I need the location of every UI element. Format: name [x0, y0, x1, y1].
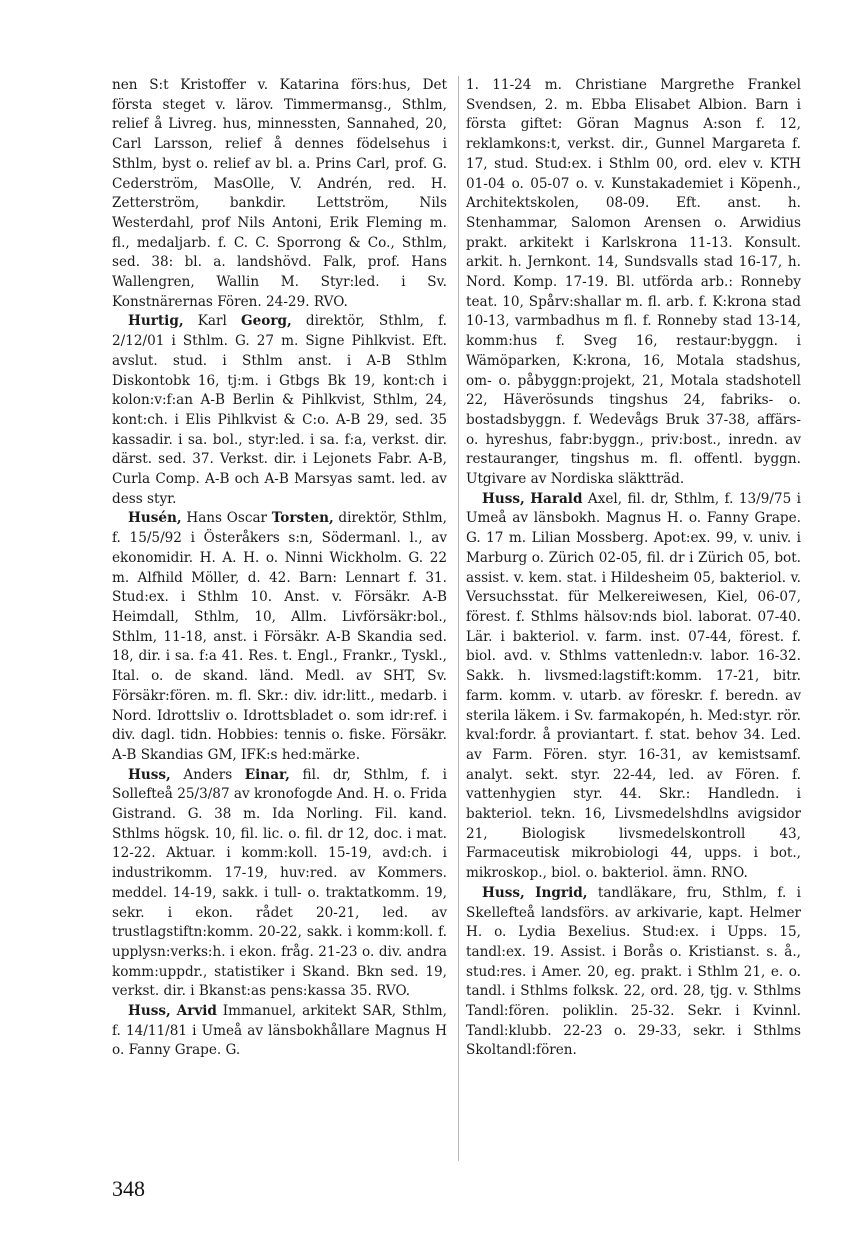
entry-given-names: Karl — [183, 313, 242, 330]
entry-continuation — [466, 76, 801, 490]
entry-given-names — [525, 885, 535, 901]
entry-text: fil. dr, Sthlm, f. i Sollefteå 25/3/87 av kronofogde And. H. o. Frida Gistrand. G. 38 m. Ida Norling. Fil. kand. Sthlms högsk. 10, fil. lic. o. fil. dr 12, doc. i mat. 12-22. Aktuar. i komm:koll. 15-19, avd:ch. i industrikomm. 17-19, huv:red. av Kommers. meddel. 14-19, sakk. i tull- o. traktatkomm. 19, sekr. i ekon. rådet 20-21, led. av trustlagstiftn:komm. 20-22, sakk. i komm:koll. f. upplysn:verks:h. i ekon. fråg. 21-23 o. div. andra komm:uppdr., statistiker i Skand. Bkn sed. 19, verkst. dir. i Bkanst:as pens:kassa 35. RVO. — [112, 766, 447, 1000]
entry-surname: Huss, — [482, 884, 525, 901]
entry-surname: Hurtig, — [128, 313, 184, 330]
entry-huss-ingrid — [466, 884, 801, 1061]
entry-calling-name: Georg, — [241, 313, 292, 330]
entry-calling-name: Arvid — [176, 1003, 217, 1020]
entry-surname: Huss, — [128, 1003, 171, 1020]
entry-calling-name: Harald — [530, 490, 583, 507]
entry-surname: Husén, — [128, 510, 182, 527]
entry-given-names: Hans Oscar — [181, 510, 272, 527]
entry-text: nen S:t Kristoffer v. Katarina försːhus, Det första steget v. lärov. Timmermansg., Sthlm, relief å Livreg. hus, minnessten, Sannahed, 20, Carl Larsson, relief å dennes födelsehus i Sthlm, byst o. relief av bl. a. Prins Carl, prof. G. Cederström, MasOlle, V. Andrén, red. H. Zetterström, bankdir. Lettström, Nils Westerdahl, prof Nils Antoni, Erik Fleming m. fl., medaljarb. f. C. C. Sporrong & Co., Sthlm, sed. 38: bl. a. landshövd. Falk, prof. Hans Wallengren, Wallin M. Styr:led. i Sv. Konstnärernas Fören. 24-29. RVO. — [112, 77, 447, 310]
entry-surname: Huss, — [482, 490, 525, 507]
entry-text: Axel, fil. dr, Sthlm, f. 13/9/75 i Umeå av länsbokh. Magnus H. o. Fanny Grape. G. 17 m. Lilian Mossberg. Apot:ex. 99, v. univ. i Marburg o. Zürich 02-05, fil. dr i Zürich 05, bot. assist. v. kem. stat. i Hildesheim 05, bakteriol. v. Versuchsstat. für Melkereiwesen, Kiel, 06-07, förest. f. Sthlms hälsov:nds biol. laborat. 07-40. Lär. i bakteriol. v. farm. inst. 07-44, förest. f. biol. avd. v. Sthlms vattenledn:v. labor. 16-32. Sakk. h. livsmed:lagstift:komm. 17-21, bitr. farm. komm. v. utarb. av föreskr. f. beredn. av sterila läkem. i Sv. farmakopén, h. Med:styr. rör. kval:fordr. å proviantart. f. stat. behov 34. Led. av Farm. Fören. styr. 16-31, av kemistsamf. analyt. sekt. styr. 22-44, led. av Fören. f. vattenhygien styr. 44. Skr.: Handledn. i bakteriol. tekn. 16, Livsmedelshdlns avigsidor 21, Biologisk livsmedelskontroll 43, Farmaceutisk mikrobiologi 44, upps. i bot., mikroskop., biol. o. bakteriol. ämn. RNO. — [466, 490, 801, 882]
entry-text: 1. 11-24 m. Christiane Margrethe Frankel Svendsen, 2. m. Ebba Elisabet Albion. Barn i första giftet: Göran Magnus A:son f. 12, reklamkons:t, verkst. dir., Gunnel Margareta f. 17, stud. Stud:ex. i Sthlm 00, ord. elev v. KTH 01-04 o. 05-07 o. v. Kunstakademiet i Köpenh., Architektskolen, 08-09. Eft. anst. h. Stenhammar, Salomon Arensen o. Arwidius prakt. arkitekt i Karlskrona 11-13. Konsult. arkit. h. Jernkont. 14, Sundsvalls stad 16-17, h. Nord. Komp. 17-19. Bl. utförda arb.: Ronneby teat. 10, Spårv:shallar m. fl. arb. f. K:krona stad 10-13, varmbadhus m fl. f. Ronneby stad 13-14, komm:hus f. Sveg 16, restaur:byggn. i Wämöparken, K:krona, 16, Motala stadshus, om- o. påbyggn:projekt, 21, Motala stadshotell 22, Häverösunds tingshus 24, fabriks- o. bostadsbyggn. f. Wedevågs Bruk 37-38, affärs- o. hyreshus, fabr:byggn., priv:bost., inredn. av restauranger, tingshus m. fl. offentl. byggn. Utgivare av Nordiska släktträd. — [466, 77, 801, 488]
column-divider — [458, 76, 459, 1161]
entry-text: direktör, Sthlm, f. 15/5/92 i Österåkers s:n, Södermanl. l., av ekonomidir. H. A. H. o. Ninni Wickholm. G. 22 m. Alfhild Möller, d. 42. Barn: Lennart f. 31. Stud:ex. i Sthlm 10. Anst. v. Försäkr. A-B Heimdall, Sthlm, 10, Allm. Livförsäkr:bol., Sthlm, 11-18, anst. i Försäkr. A-B Skandia sed. 18, dir. i sa. f:a 41. Res. t. Engl., Frankr., Tyskl., Ital. o. de skand. länd. Medl. av SHT, Sv. Försäkr:fören. m. fl. Skr.: div. idr:litt., medarb. i Nord. Idrottsliv o. Idrottsbladet o. som idr:ref. i div. dagl. tidn. Hobbies: tennis o. fiske. Försäkr. A-B Skandias GM, IFK:s hed:märke. — [112, 510, 447, 763]
entry-hurtig-georg — [112, 312, 447, 509]
entry-text: direktör, Sthlm, f. 2/12/01 i Sthlm. G. 27 m. Signe Pihlkvist. Eft. avslut. stud. i Sthlm anst. i A-B Sthlm Diskontobk 16, tj:m. i Gtbgs Bk 19, kont:ch i kolon:v:f:an A-B Berlin & Pihlkvist, Sthlm, 24, kont:ch. i Elis Pihlkvist & C:o. A-B 29, sed. 35 kassadir. i sa. bol., styr:led. i sa. f:a, verkst. dir. därst. sed. 37. Verkst. dir. i Lejonets Fabr. A-B, Curla Comp. A-B och A-B Marsyas samt. led. av dess styr. — [112, 313, 447, 507]
entry-calling-name: Einar, — [244, 766, 290, 783]
entry-continuation — [112, 76, 447, 312]
entry-text: Immanuel, arkitekt SAR, Sthlm, f. 14/11/81 i Umeå av länsbokhållare Magnus H o. Fanny Grape. G. — [112, 1003, 447, 1059]
entry-huss-arvid — [112, 1002, 447, 1061]
entry-calling-name: Torsten, — [271, 510, 334, 527]
page-number: 348 — [112, 1176, 145, 1201]
entry-surname: Huss, — [128, 766, 171, 783]
left-column — [112, 76, 447, 1061]
entry-huss-harald — [466, 490, 801, 884]
entry-calling-name: Ingrid, — [535, 884, 588, 901]
right-column — [466, 76, 801, 1061]
entry-huss-einar — [112, 766, 447, 1002]
entry-given-names: Anders — [170, 766, 245, 783]
entry-text: tandläkare, fru, Sthlm, f. i Skellefteå landsförs. av arkivarie, kapt. Helmer H. o. Lydia Bexelius. Stud:ex. i Upps. 15, tandl:ex. 19. Assist. i Borås o. Kristianst. s. å., stud:res. i Amer. 20, eg. prakt. i Sthlm 21, e. o. tandl. i Sthlms folksk. 22, ord. 28, tjg. v. Sthlms Tandl:fören. poliklin. 25-32. Sekr. i Kvinnl. Tandl:klubb. 22-23 o. 29-33, sekr. i Sthlms Skoltandl:fören. — [466, 884, 801, 1059]
entry-husen-torsten — [112, 509, 447, 765]
